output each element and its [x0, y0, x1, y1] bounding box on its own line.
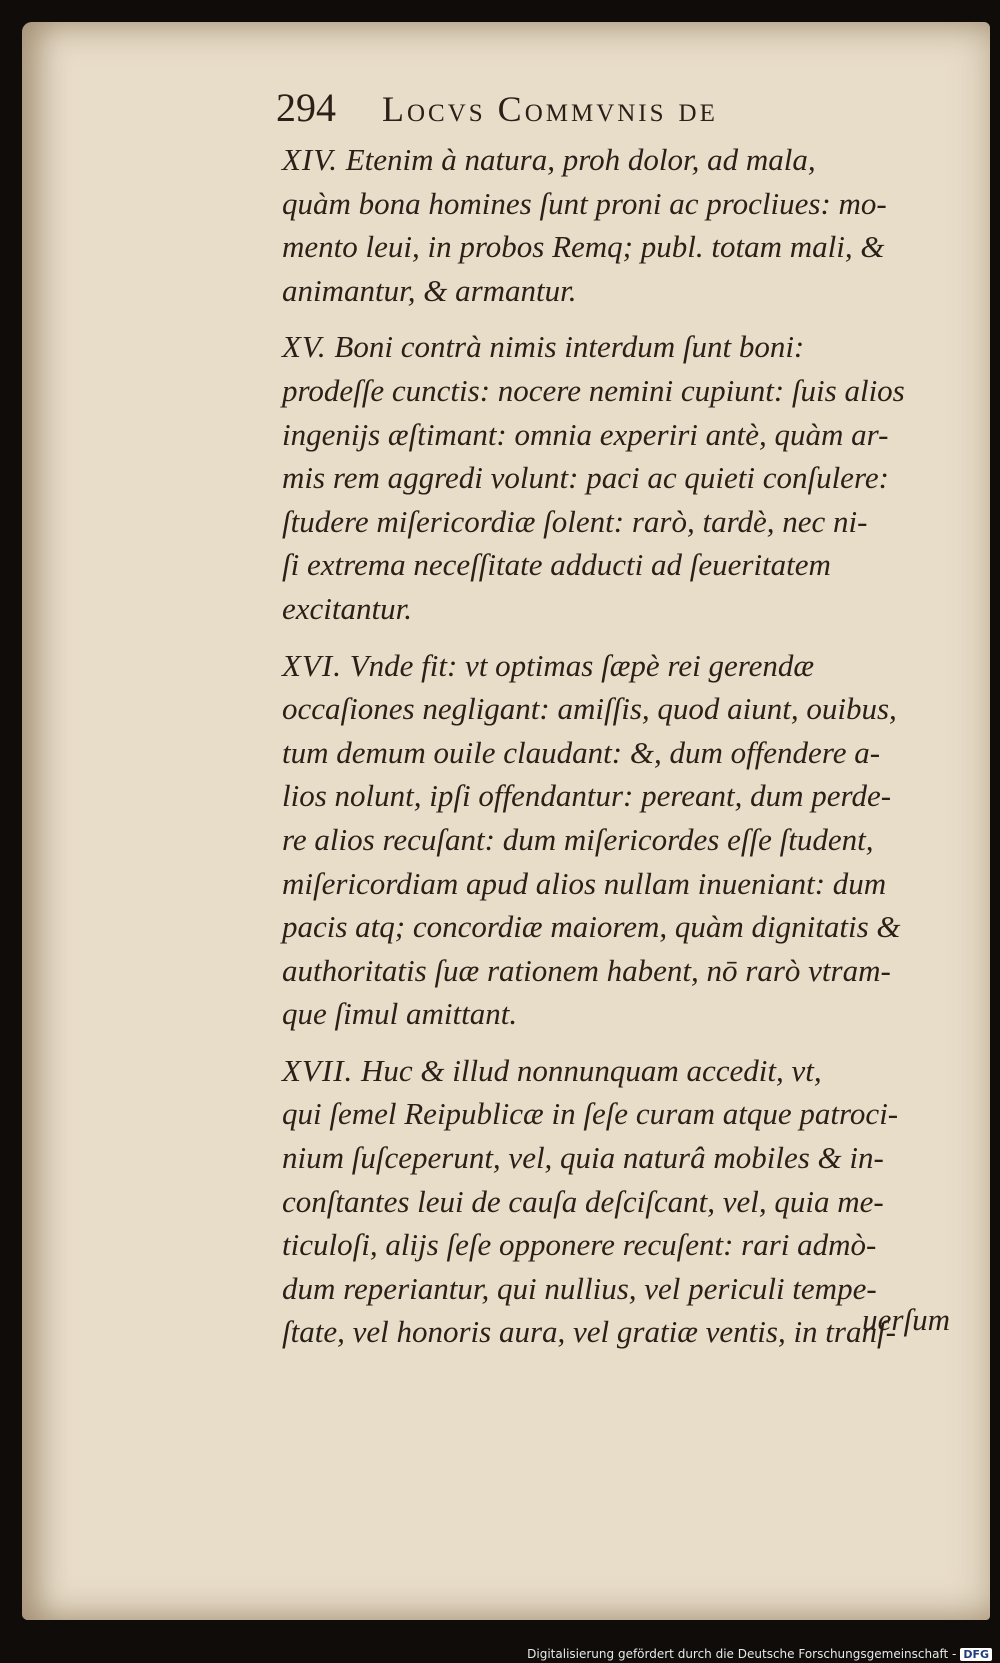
running-title: Locvs Commvnis de — [382, 89, 718, 129]
paragraph-number: XVI. — [282, 647, 342, 683]
text-line: conſtantes leui de cauſa deſciſcant, vel, quia me- — [282, 1183, 884, 1219]
text-line: pacis atq; concordiæ maiorem, quàm dignitatis & — [282, 909, 901, 945]
text-line: lios nolunt, ipſi offendantur: pereant, dum perde- — [282, 778, 892, 814]
text-line: ſtudere miſericordiæ ſolent: rarò, tardè, nec ni- — [282, 503, 868, 539]
text-line: mento leui, in probos Remq; publ. totam mali, & — [282, 229, 885, 265]
paragraph-xv — [282, 325, 950, 630]
credit-text: Digitalisierung gefördert durch die Deutsche Forschungsgemeinschaft - — [527, 1647, 957, 1661]
paragraph-xvii — [282, 1049, 950, 1354]
text-line: excitantur. — [282, 590, 412, 626]
catchword: uerſum — [862, 1302, 950, 1337]
body-text — [282, 138, 950, 1367]
paragraph-number: XIV. — [282, 142, 338, 177]
text-line: animantur, & armantur. — [282, 272, 577, 308]
dfg-logo: DFG — [960, 1648, 992, 1661]
text-line: XVII. Huc & illud nonnunquam accedit, vt, — [282, 1052, 822, 1088]
paragraph-number: XVII. — [282, 1052, 354, 1088]
text-line: ſi extrema neceſſitate adducti ad ſeueritatem — [282, 547, 831, 583]
text-line: mis rem aggredi volunt: paci ac quieti conſulere: — [282, 460, 889, 496]
digitization-credit — [527, 1647, 992, 1661]
text-line: prodeſſe cunctis: nocere nemini cupiunt: ſuis alios — [282, 372, 905, 408]
text-line: XVI. Vnde fit: vt optimas ſæpè rei gerendæ — [282, 647, 815, 683]
text-line: ſtate, vel honoris aura, vel gratiæ ventis, in tranſ- — [282, 1314, 896, 1350]
paragraph-xiv — [282, 138, 950, 312]
text-line: tum demum ouile claudant: &, dum offendere a- — [282, 734, 881, 770]
text-line: ingenijs æſtimant: omnia experiri antè, quàm ar- — [282, 416, 889, 452]
text-line: ticuloſi, alijs ſeſe opponere recuſent: rari admò- — [282, 1227, 877, 1263]
text-line: nium ſuſceperunt, vel, quia naturâ mobiles & in- — [282, 1140, 884, 1176]
text-line: quàm bona homines ſunt proni ac procliues: mo- — [282, 185, 887, 221]
paragraph-number: XV. — [282, 329, 327, 365]
text-line: miſericordiam apud alios nullam inueniant: dum — [282, 865, 887, 901]
paragraph-xvi — [282, 644, 950, 1036]
text-line: XIV. Etenim à natura, proh dolor, ad mala, — [282, 142, 816, 177]
text-line: dum reperiantur, qui nullius, vel periculi tempe- — [282, 1270, 877, 1306]
page-header — [276, 84, 836, 136]
text-line: qui ſemel Reipublicæ in ſeſe curam atque patroci- — [282, 1096, 899, 1132]
text-line: XV. Boni contrà nimis interdum ſunt boni: — [282, 329, 805, 365]
page-number: 294 — [276, 85, 336, 130]
text-line: re alios recuſant: dum miſericordes eſſe ſtudent, — [282, 821, 874, 857]
text-line: authoritatis ſuæ rationem habent, nō rarò vtram- — [282, 952, 891, 988]
text-line: que ſimul amittant. — [282, 996, 518, 1032]
text-line: occaſiones negligant: amiſſis, quod aiunt, ouibus, — [282, 691, 897, 727]
